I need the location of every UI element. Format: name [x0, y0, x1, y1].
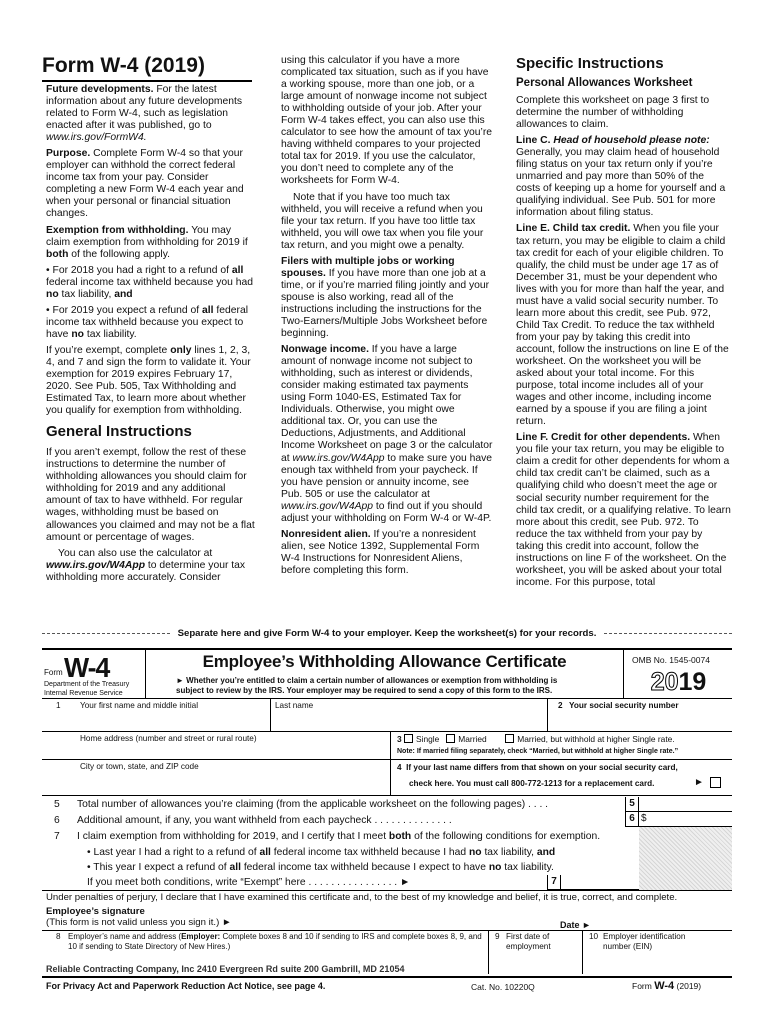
separate-here-text: Separate here and give Form W-4 to your employer. Keep the worksheet(s) for your records. — [177, 628, 597, 639]
catalog-number: Cat. No. 10220Q — [471, 982, 535, 992]
employer-name-field[interactable]: Reliable Contracting Company, Inc 2410 Evergreen Rd suite 200 Gambrill, MD 21054 — [46, 964, 405, 974]
multiple-jobs-paragraph: Filers with multiple jobs or working spouses. If you have more than one job at a time, or if you’re married filing jointly and your spouse is also working, read all of the instructions including the instructions for the Two-Earners/Multiple Jobs Worksheet before beginning. — [281, 255, 490, 340]
line-f-paragraph: Line F. Credit for other dependents. When you file your tax return, you may be eligible to claim a credit for other dependents for whom a child tax credit can’t be claimed, such as a qualifying child who doesn’t meet the age or social security number requirement for the child tax credit, or a qualifying relative. To learn more about this credit, see Pub. 972. To reduce the tax withheld from your pay by taking this credit into account, follow the instructions on line F of the worksheet. On the worksheet, you will be asked about your total income. For this purpose, total — [516, 432, 731, 588]
married-checkbox[interactable] — [446, 734, 455, 743]
footer-form-id: Form W-4 (2019) — [632, 980, 702, 992]
w4app-link-2[interactable]: www.irs.gov/W4App — [292, 452, 385, 464]
general-instructions-paragraph: If you aren’t exempt, follow the rest of these instructions to determine the number of withholding allowances you should claim for withholding for 2019 and any additional amount of tax to have withheld. For regular wages, withholding must be based on allowances you claimed and may not be a flat amount or percentage of wages. — [46, 447, 255, 543]
ein-label: Employer identification number (EIN) — [603, 932, 686, 951]
specific-instructions-heading: Specific Instructions — [516, 55, 664, 72]
date-field[interactable] — [598, 918, 728, 930]
omb-year-block — [623, 650, 732, 699]
separate-here-line — [42, 628, 732, 639]
first-date-label: First date of employment — [506, 932, 551, 951]
line-9-number: 9 — [495, 932, 500, 941]
ssn-label: Your social security number — [569, 701, 679, 710]
signature-field[interactable] — [201, 918, 561, 930]
divider — [42, 976, 732, 978]
if-exempt-paragraph: If you’re exempt, complete only lines 1, 2, 3, 4, and 7 and sign the form to validate it. Your exemption for 2019 expires February 17, 2020. See Pub. 505, Tax Withholding and Estimated Tax, to learn more about whether you qualify for exemption from withholding. — [46, 344, 251, 417]
nonwage-paragraph: Nonwage income. If you have a large amount of nonwage income not subject to withholding, such as interest or dividends, consider making estimated tax payments using Form 1040-ES, Estimated Tax for Individuals. Otherwise, you might owe additional tax. Or, you can use the Deductions, Adjustments, and Additional Income Worksheet on page 3 or the calculator at www.irs.gov/W4App to make sure you have enough tax withheld from your paycheck. If you have pension or annuity income, see Pub. 505 or use the calculator at www.irs.gov/W4App to find out if you should adjust your withholding on Form W-4 or W-4P. — [281, 344, 493, 524]
divider — [42, 795, 732, 796]
divider — [42, 759, 732, 760]
divider — [488, 930, 489, 974]
nonresident-paragraph: Nonresident alien. If you’re a nonresident alien, see Notice 1392, Supplemental Form W-4 Instructions for Nonresident Aliens, before completing this form. — [281, 528, 480, 576]
married-higher-rate-checkbox[interactable] — [505, 734, 514, 743]
line-10-number: 10 — [589, 932, 599, 941]
w4-certificate: Form W-4 Department of the Treasury Internal Revenue Service Employee’s Withholding Allowance Certificate ► Whether you’re entitled to claim a certain number of allowances or exemption from withholding is subject to review by the IRS. Your employer may be required to send a copy of this form to the IRS. OMB No. 1545-0074 2019 1 Your first name and middle initial Last name 2 Your social security number Home address (number and street or rural route) 3 Single Married Married, but withhold at higher Single rate. Note: If married filing separately, check “Married, but withhold at higher Single rate.” City or town, state, and ZIP code 4 If your last name differs from that shown on your social security card, check here. You must call 800-772-1213 for a replacement card. ► 5 Total number of allowances you’re claiming (from the applicable worksheet on the following pages) . . . . 5 6 Additional amount, if any, you want withheld from each paycheck . . . . . . . . . . . . . . 6 $ 7 I claim exemption from withholding for 2019, and I certify that I meet both of the following conditions for exemption. • Last year I had a right to a refund of all federal income tax withheld because I had no tax liability, and • This year I expect a refund of all federal income tax withheld because I expect to have no tax liability. If you meet both conditions, write “Exempt” here . . . . . . . . . . . . . . . . ► 7 Under penalties of perjury, I declare that I have examined this certificate and, to the best of my knowledge and belief, it is true, correct, and complete. Employee’s signature (This form is not valid unless you sign it.) ► Date ► 8 Employer’s name and address (Employer: Complete boxes 8 and 10 if sending to IRS and complete boxes 8, 9, and 10 if sending to State Directory of New Hires.) 9 First date of employment 10 Employer identification number (EIN) Reliable Contracting Company, Inc 2410 Evergreen Rd suite 200 Gambrill, MD 21054 For Privacy Act and Paperwork Reduction Act Notice, see page 4. Cat. No. 10220Q Form W-4 (2019) — [42, 648, 732, 994]
home-address-label: Home address (number and street or rural route) — [80, 734, 257, 743]
allowances-field[interactable]: 5 — [625, 797, 732, 812]
line-e-paragraph: Line E. Child tax credit. When you file your tax return, you may be eligible to claim a child tax credit for each of your eligible children. To qualify, the child must be under age 17 as of December 31, must be your dependent who lives with you for more than half the year, and must have a valid social security number. To learn more about this credit, see Pub. 972, Child Tax Credit. To reduce the tax withheld from your pay by taking this credit into account, follow the instructions on line E of the worksheet. On the worksheet you will be asked about your total income. For this purpose, total income includes all of your wages and other income, including income earned by a spouse if you are filing a joint return. — [516, 223, 729, 428]
filing-status-row: 3 Single Married Married, but withhold at higher Single rate. — [397, 734, 675, 744]
line-c-paragraph: Line C. Head of household please note: Generally, you may claim head of household filing status on your tax return only if you’re unmarried and pay more than 50% of the costs of keeping up a home for yourself and a qualifying individual. See Pub. 501 for more information about filing status. — [516, 135, 726, 219]
additional-amount-field[interactable]: 6 $ — [625, 812, 732, 827]
last-name-label: Last name — [275, 701, 314, 710]
refund-note: Note that if you have too much tax withheld, you will receive a refund when you file your tax return. If you have too little tax withheld, you will owe tax when you file your tax return, and you might owe a penalty. — [281, 191, 484, 251]
tax-year: 2019 — [650, 668, 707, 696]
name-differs-checkbox-wrap — [710, 777, 724, 790]
divider — [582, 930, 583, 974]
employer-name-label: Employer’s name and address (Employer: Complete boxes 8 and 10 if sending to IRS and complete boxes 8, 9, and 10 if sending to State Directory of New Hires.) — [68, 932, 482, 951]
divider — [42, 731, 732, 732]
certificate-subtitle: ► Whether you’re entitled to claim a certain number of allowances or exemption from withholding is subject to review by the IRS. Your employer may be required to send a copy of this form to the IRS. — [176, 676, 558, 695]
exemption-bullet-2: • For 2019 you expect a refund of all federal income tax withheld because you expect to have no tax liability. — [46, 304, 249, 340]
divider — [390, 731, 391, 795]
certificate-title-block — [146, 650, 623, 699]
filing-note: Note: If married filing separately, check “Married, but withhold at higher Single rate.” — [397, 748, 679, 755]
divider — [42, 890, 732, 891]
instructions-column-2 — [281, 55, 493, 581]
city-label: City or town, state, and ZIP code — [80, 762, 199, 771]
calculator-paragraph: You can also use the calculator at www.irs.gov/W4App to determine your tax withholding more accurately. Consider — [46, 547, 246, 583]
signature-heading: Employee’s signature — [46, 906, 145, 917]
instructions-column-3 — [516, 55, 731, 593]
line-8-number: 8 — [56, 932, 61, 941]
shaded-area — [639, 827, 732, 890]
name-differs-checkbox[interactable] — [710, 777, 721, 788]
instructions-column-1 — [46, 84, 256, 588]
department-label: Department of the Treasury Internal Revenue Service — [44, 681, 130, 697]
divider — [547, 699, 548, 731]
single-checkbox[interactable] — [404, 734, 413, 743]
divider — [42, 930, 732, 931]
divider — [270, 699, 271, 731]
w4app-link-3[interactable]: www.irs.gov/W4App — [281, 500, 373, 512]
line-1-number: 1 — [56, 701, 61, 710]
line-2-number: 2 — [558, 701, 563, 710]
certificate-title: Employee’s Withholding Allowance Certificate — [202, 652, 567, 671]
purpose-paragraph: Purpose. Complete Form W-4 so that your employer can withhold the correct federal income tax from your pay. Consider completing a new Form W-4 each year and when your personal or financial situation changes. — [46, 148, 244, 220]
cut-dash-left — [42, 633, 170, 634]
perjury-statement: Under penalties of perjury, I declare that I have examined this certificate and, to the best of my knowledge and belief, it is true, correct, and complete. — [46, 892, 678, 903]
form-name: W-4 — [64, 652, 110, 683]
exemption-paragraph: Exemption from withholding. You may claim exemption from withholding for 2019 if both of the following apply. — [46, 224, 248, 260]
form-id-block — [42, 650, 146, 699]
first-name-label: Your first name and middle initial — [80, 701, 199, 710]
line-4-text-1: 4 If your last name differs from that shown on your social security card, — [397, 763, 678, 772]
general-instructions-heading: General Instructions — [46, 423, 192, 441]
w4app-link[interactable]: www.irs.gov/W4App — [46, 559, 146, 571]
form-label: Form — [44, 668, 63, 677]
future-developments: Future developments. For the latest information about any future developments related to Form W-4, such as legislation enacted after it was published, go to www.irs.gov/FormW4. — [46, 84, 243, 144]
personal-allowances-heading: Personal Allowances Worksheet — [516, 77, 693, 89]
date-label: Date ► — [560, 920, 591, 930]
privacy-notice: For Privacy Act and Paperwork Reduction Act Notice, see page 4. — [46, 981, 326, 991]
page-title: Form W-4 (2019) — [42, 52, 252, 82]
exempt-field[interactable]: 7 — [547, 875, 639, 890]
signature-label: (This form is not valid unless you sign it.) ► — [46, 917, 232, 928]
worksheet-paragraph: Complete this worksheet on page 3 first to determine the number of withholding allowances to claim. — [516, 95, 710, 131]
certificate-header — [42, 648, 732, 699]
line-4-text-2: check here. You must call 800-772-1213 for a replacement card. — [409, 779, 655, 788]
exemption-bullet-1: • For 2018 you had a right to a refund of all federal income tax withheld because you had no tax liability, and — [46, 264, 254, 300]
cut-dash-right — [604, 633, 732, 634]
calculator-continued: using this calculator if you have a more complicated tax situation, such as if you have a working spouse, more than one job, or a large amount of nonwage income not subject to withholding outside of your job. After your Form W-4 takes effect, you can also use this calculator to see how the amount of tax you’re having withheld compares to your projected total tax for 2019. If you use the calculator, you don’t need to complete any of the worksheets for Form W-4. — [281, 55, 493, 187]
omb-number: OMB No. 1545-0074 — [632, 655, 710, 665]
line-4-arrow: ► — [694, 777, 704, 788]
formw4-link[interactable]: www.irs.gov/FormW4. — [46, 132, 147, 144]
